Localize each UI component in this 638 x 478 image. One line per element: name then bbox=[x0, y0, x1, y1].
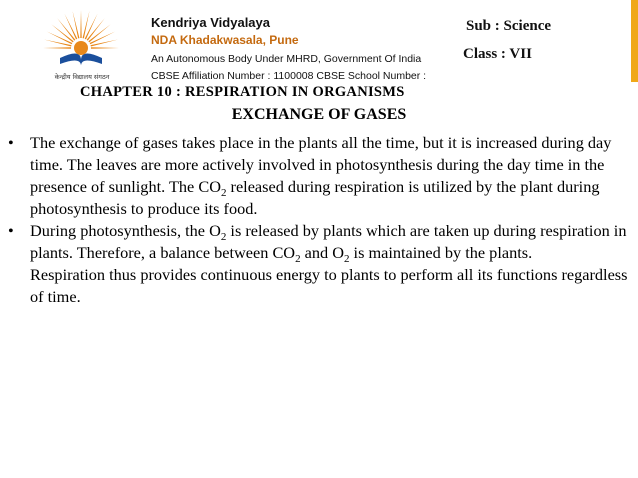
logo-ray bbox=[80, 10, 81, 38]
logo-ray bbox=[57, 18, 75, 40]
accent-bar bbox=[631, 0, 638, 82]
school-name: Kendriya Vidyalaya bbox=[151, 15, 270, 30]
bullet-text: The exchange of gases takes place in the plants all the time, but it is increased during day time. The leaves are more actively involved in photosynthesis during the day time in the presence of sunlight. The CO bbox=[30, 133, 612, 196]
logo-ray bbox=[87, 18, 105, 40]
autonomous-body-text: An Autonomous Body Under MHRD, Government Of India bbox=[151, 53, 422, 65]
subject-label: Sub : Science bbox=[466, 18, 552, 34]
class-label: Class : VII bbox=[463, 46, 532, 62]
subscript: 2 bbox=[343, 253, 350, 265]
subscript: 2 bbox=[295, 253, 301, 265]
bullet-icon: • bbox=[8, 221, 14, 240]
logo-ray bbox=[88, 24, 110, 42]
bullet-continuation: Respiration thus provides continuous energy to plants to perform all its functions regardless of time. bbox=[30, 265, 628, 306]
bullet-text: is maintained by the plants. bbox=[349, 243, 533, 262]
cbse-affiliation-text: CBSE Affiliation Number : 1100008 CBSE School Number : bbox=[151, 70, 427, 82]
logo-ray bbox=[91, 47, 119, 48]
bullet-text: released during respiration is utilized by the plant during photosynthesis to produce its food. bbox=[30, 177, 600, 218]
bullet-list bbox=[8, 132, 628, 308]
bullet-text: and O bbox=[300, 243, 344, 262]
book-icon bbox=[60, 53, 102, 66]
logo-ray bbox=[73, 11, 80, 38]
logo-ray bbox=[44, 40, 71, 47]
subscript: 2 bbox=[220, 231, 227, 243]
logo-ray bbox=[51, 24, 73, 42]
chapter-title: CHAPTER 10 : RESPIRATION IN ORGANISMS bbox=[80, 84, 405, 100]
bullet-text: is released by plants which are taken up during respiration in plants. Therefore, a balance between CO bbox=[30, 221, 627, 262]
section-title: EXCHANGE OF GASES bbox=[231, 106, 407, 123]
bullet-item bbox=[8, 220, 628, 308]
subscript: 2 bbox=[220, 187, 227, 199]
school-location: NDA Khadakwasala, Pune bbox=[151, 33, 299, 47]
bullet-item bbox=[8, 132, 628, 220]
logo-ray bbox=[43, 47, 71, 48]
logo-ray bbox=[83, 11, 90, 38]
header-banner bbox=[0, 0, 638, 82]
logo-hindi-text: केन्द्रीय विद्यालय संगठन bbox=[54, 73, 110, 81]
bullet-icon: • bbox=[8, 133, 14, 152]
logo-ray bbox=[91, 40, 118, 47]
bullet-text: During photosynthesis, the O bbox=[30, 221, 221, 240]
